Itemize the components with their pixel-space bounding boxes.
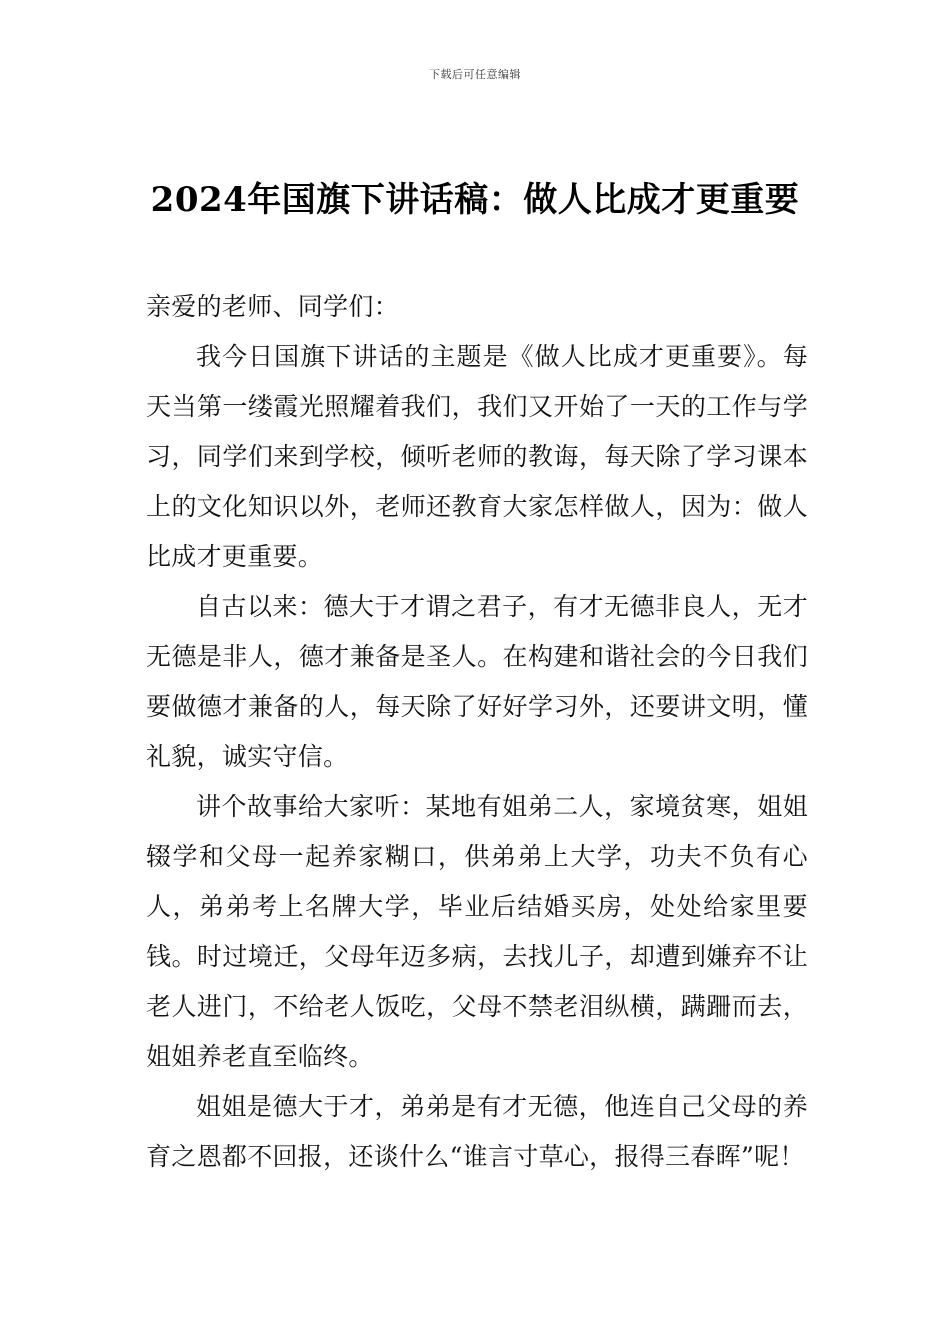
document-body xyxy=(146,282,808,1182)
header-note: 下载后可任意编辑 xyxy=(429,68,521,81)
salutation: 亲爱的老师、同学们： xyxy=(146,292,400,321)
paragraph: 讲个故事给大家听：某地有姐弟二人，家境贫寒，姐姐辍学和父母一起养家糊口，供弟弟上大学，功夫不负有心人，弟弟考上名牌大学，毕业后结婚买房，处处给家里要钱。时过境迁，父母年迈多病，去找儿子，却遭到嫌弃不让老人进门，不给老人饭吃，父母不禁老泪纵横，蹒跚而去，姐姐养老直至临终。 xyxy=(146,792,808,1071)
paragraph: 姐姐是德大于才，弟弟是有才无德，他连自己父母的养育之恩都不回报，还谈什么“谁言寸草心，报得三春晖”呢！ xyxy=(146,1092,808,1171)
document-title: 2024年国旗下讲话稿：做人比成才更重要 xyxy=(150,180,800,220)
paragraph: 自古以来：德大于才谓之君子，有才无德非良人，无才无德是非人，德才兼备是圣人。在构建和谐社会的今日我们要做德才兼备的人，每天除了好好学习外，还要讲文明，懂礼貌，诚实守信。 xyxy=(146,592,808,771)
paragraph: 我今日国旗下讲话的主题是《做人比成才更重要》。每天当第一缕霞光照耀着我们，我们又开始了一天的工作与学习，同学们来到学校，倾听老师的教诲，每天除了学习课本上的文化知识以外，老师还教育大家怎样做人，因为：做人比成才更重要。 xyxy=(146,342,808,571)
